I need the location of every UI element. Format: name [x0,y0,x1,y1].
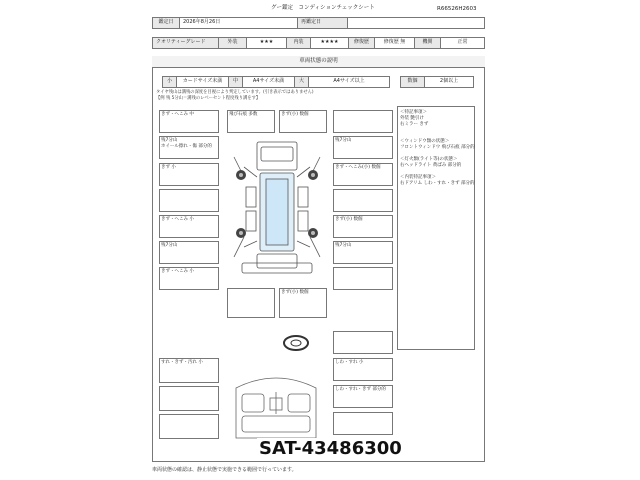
box-left-blank [159,189,219,212]
label-front-left: きず・へこみ 中 [161,112,194,117]
eval-date-value: 2026年8月26日 [180,18,298,28]
sheet-code: R66526H2603 [437,6,477,12]
tire-note: タイヤ残山は溝残の深度を目視により判定しています。(引き表示ではありません) [156,90,314,95]
legend-count-desc: 2個以上 [439,78,459,84]
repair-value: 修復歴 無 [375,38,415,48]
car-exterior-diagram [224,137,330,287]
note-light-1: 右ヘッドライト 黄ばみ 部分的 [400,163,462,168]
box-interior-top-right [333,331,393,354]
label-rear-left: きず・へこみ 小 [161,269,194,274]
box-interior-left-low [159,386,219,411]
note-special-title: ＜特記事項＞ [400,110,427,115]
note-special-2: 右ミラー きず [400,122,429,127]
section-title: 車両状態の説明 [152,56,485,68]
legend-large: 大 [295,77,309,87]
legend-count: 数個 [401,77,425,87]
label-seat-left: すれ・きず・汚れ 小 [161,360,203,365]
label-left-mid: きず 小 [161,165,176,170]
legend-small: 小 [163,77,177,87]
box-interior-left-bottom [159,414,219,439]
quality-label: クオリティーグレード [153,38,219,48]
label-tire-front-left: 残7分山 [161,138,178,143]
engine-value: 正常 [457,39,468,45]
eval-date-label: 鑑定日 [153,18,180,28]
box-interior-right-bottom [333,412,393,435]
note-interior-title: ＜内装特記事項＞ [400,175,436,180]
box-rear-center-left [227,288,275,318]
reeval-date-label: 再鑑定日 [298,18,348,28]
note-window-1: フロントウィンドウ 飛び石痕 部分的 [400,145,475,150]
label-right-mid: きず・へこみ(小) 数個 [335,165,381,170]
tire-note-example: 【例 残 5分山＝溝残のレベーセント程度残り溝をす】 [156,96,261,101]
legend-medium-desc: A4サイズ未満 [243,77,295,87]
label-tire-front-right: 残7分山 [335,138,352,143]
note-window-title: ＜ウィンドウ類の状態＞ [400,139,450,144]
note-light-title: ＜灯火類(ライト等)の状態＞ [400,157,458,162]
label-left-low: きず・へこみ 小 [161,217,194,222]
box-right-blank [333,189,393,212]
label-right-low: きず(小) 数個 [335,217,363,222]
reeval-date-value [348,18,484,28]
legend-medium: 中 [229,77,243,87]
steering-wheel-icon [282,334,310,352]
date-row [152,17,485,29]
label-wheel-front-left: ホイール擦れ・傷 部分的 [161,144,212,149]
interior-label: 内装 [287,38,311,48]
car-interior-diagram [226,368,326,448]
label-tire-rear-left: 残7分山 [161,243,178,248]
size-legend [162,76,390,88]
box-right-rear [333,267,393,290]
note-interior-1: 右ドアリム しわ・すれ・きず 部分的 [400,181,475,186]
box-right-top [333,110,393,133]
label-front-right: きず(小) 数個 [281,112,309,117]
label-front-center: 飛び石痕 多数 [229,112,258,117]
legend-large-desc: A4サイズ以上 [333,78,365,84]
label-seat-right-2: しわ・すれ・きず 部分的 [335,387,386,392]
repair-label: 修復歴 [349,38,375,48]
engine-label: 機関 [415,38,441,48]
count-legend [400,76,474,88]
note-special-1: 外装 艶引け [400,116,424,121]
interior-value: ★★★★ [311,38,349,48]
sheet-title: グー鑑定 コンディションチェックシート [271,5,375,11]
footer-note: 車両状態の確認は、静止状態で実施できる範囲で行っています。 [152,467,297,473]
label-seat-right-1: しわ・すれ 小 [335,360,364,365]
exterior-value: ★★★ [247,38,287,48]
label-tire-rear-right: 残7分山 [335,243,352,248]
grade-row [152,37,485,49]
legend-small-desc: カードサイズ未満 [177,77,229,87]
stock-number-watermark: SAT-43486300 [259,438,402,459]
label-rear-center: きず(小) 数個 [281,290,309,295]
exterior-label: 外装 [219,38,247,48]
